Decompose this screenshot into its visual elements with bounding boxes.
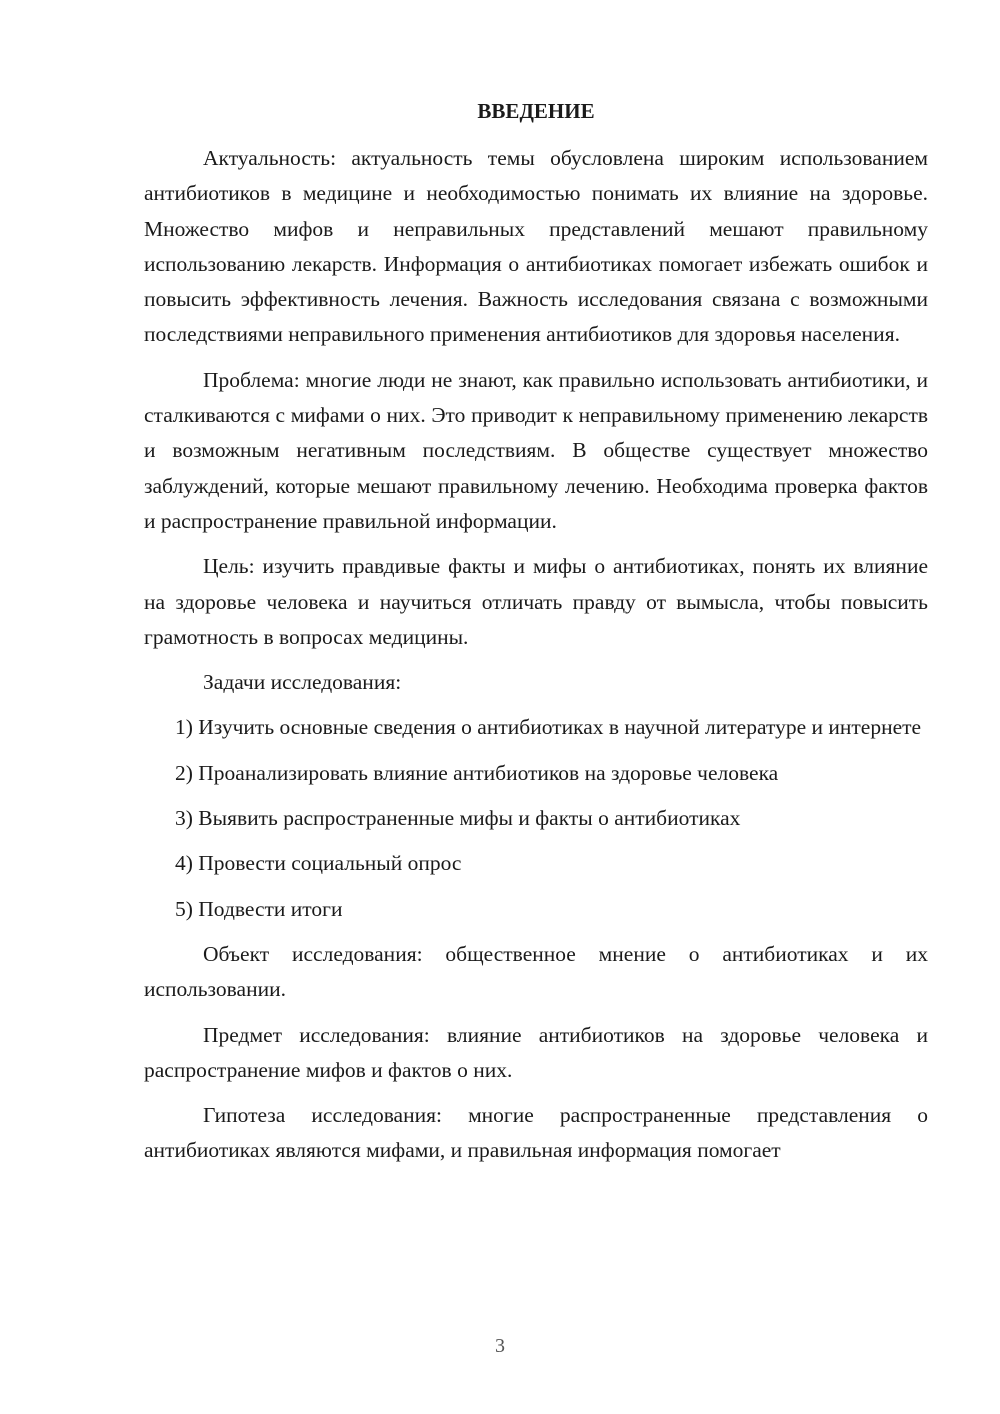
paragraph-problem: Проблема: многие люди не знают, как правильно использовать антибиотики, и сталкиваются с мифами о них. Это приводит к неправильному применению лекарств и возможным негативным последствиям. В обществе существует множество заблуждений, которые мешают правильному лечению. Необходима проверка фактов и распространение правильной информации. — [144, 367, 928, 533]
task-item-3: 3) Выявить распространенные мифы и факты о антибиотиках — [175, 806, 741, 831]
paragraph-tasks-heading: Задачи исследования: — [203, 670, 402, 695]
section-heading: ВВЕДЕНИЕ — [477, 99, 595, 123]
document-page — [144, 94, 928, 1179]
paragraph-hypothesis: Гипотеза исследования: многие распространенные представления о антибиотиках являются мифами, и правильная информация помогает — [144, 1103, 928, 1163]
paragraph-subject: Предмет исследования: влияние антибиотиков на здоровье человека и распространение мифов и фактов о них. — [144, 1022, 928, 1082]
task-item-1: 1) Изучить основные сведения о антибиотиках в научной литературе и интернете — [175, 715, 922, 740]
page-number: 3 — [495, 1335, 505, 1357]
task-item-5: 5) Подвести итоги — [175, 896, 343, 921]
paragraph-object: Объект исследования: общественное мнение о антибиотиках и их использовании. — [144, 941, 928, 1002]
paragraph-relevance: Актуальность: актуальность темы обусловлена широким использованием антибиотиков в медицине и необходимостью понимать их влияние на здоровье. Множество мифов и неправильных представлений мешают правильному использованию лекарств. Информация о антибиотиках помогает избежать ошибок и повысить эффективность лечения. Важность исследования связана с возможными последствиями неправильного применения антибиотиков для здоровья населения. — [144, 146, 928, 347]
paragraph-goal: Цель: изучить правдивые факты и мифы о антибиотиках, понять их влияние на здоровье человека и научиться отличать правду от вымысла, чтобы повысить грамотность в вопросах медицины. — [144, 554, 928, 649]
task-item-2: 2) Проанализировать влияние антибиотиков на здоровье человека — [175, 760, 779, 785]
task-item-4: 4) Провести социальный опрос — [175, 851, 462, 876]
